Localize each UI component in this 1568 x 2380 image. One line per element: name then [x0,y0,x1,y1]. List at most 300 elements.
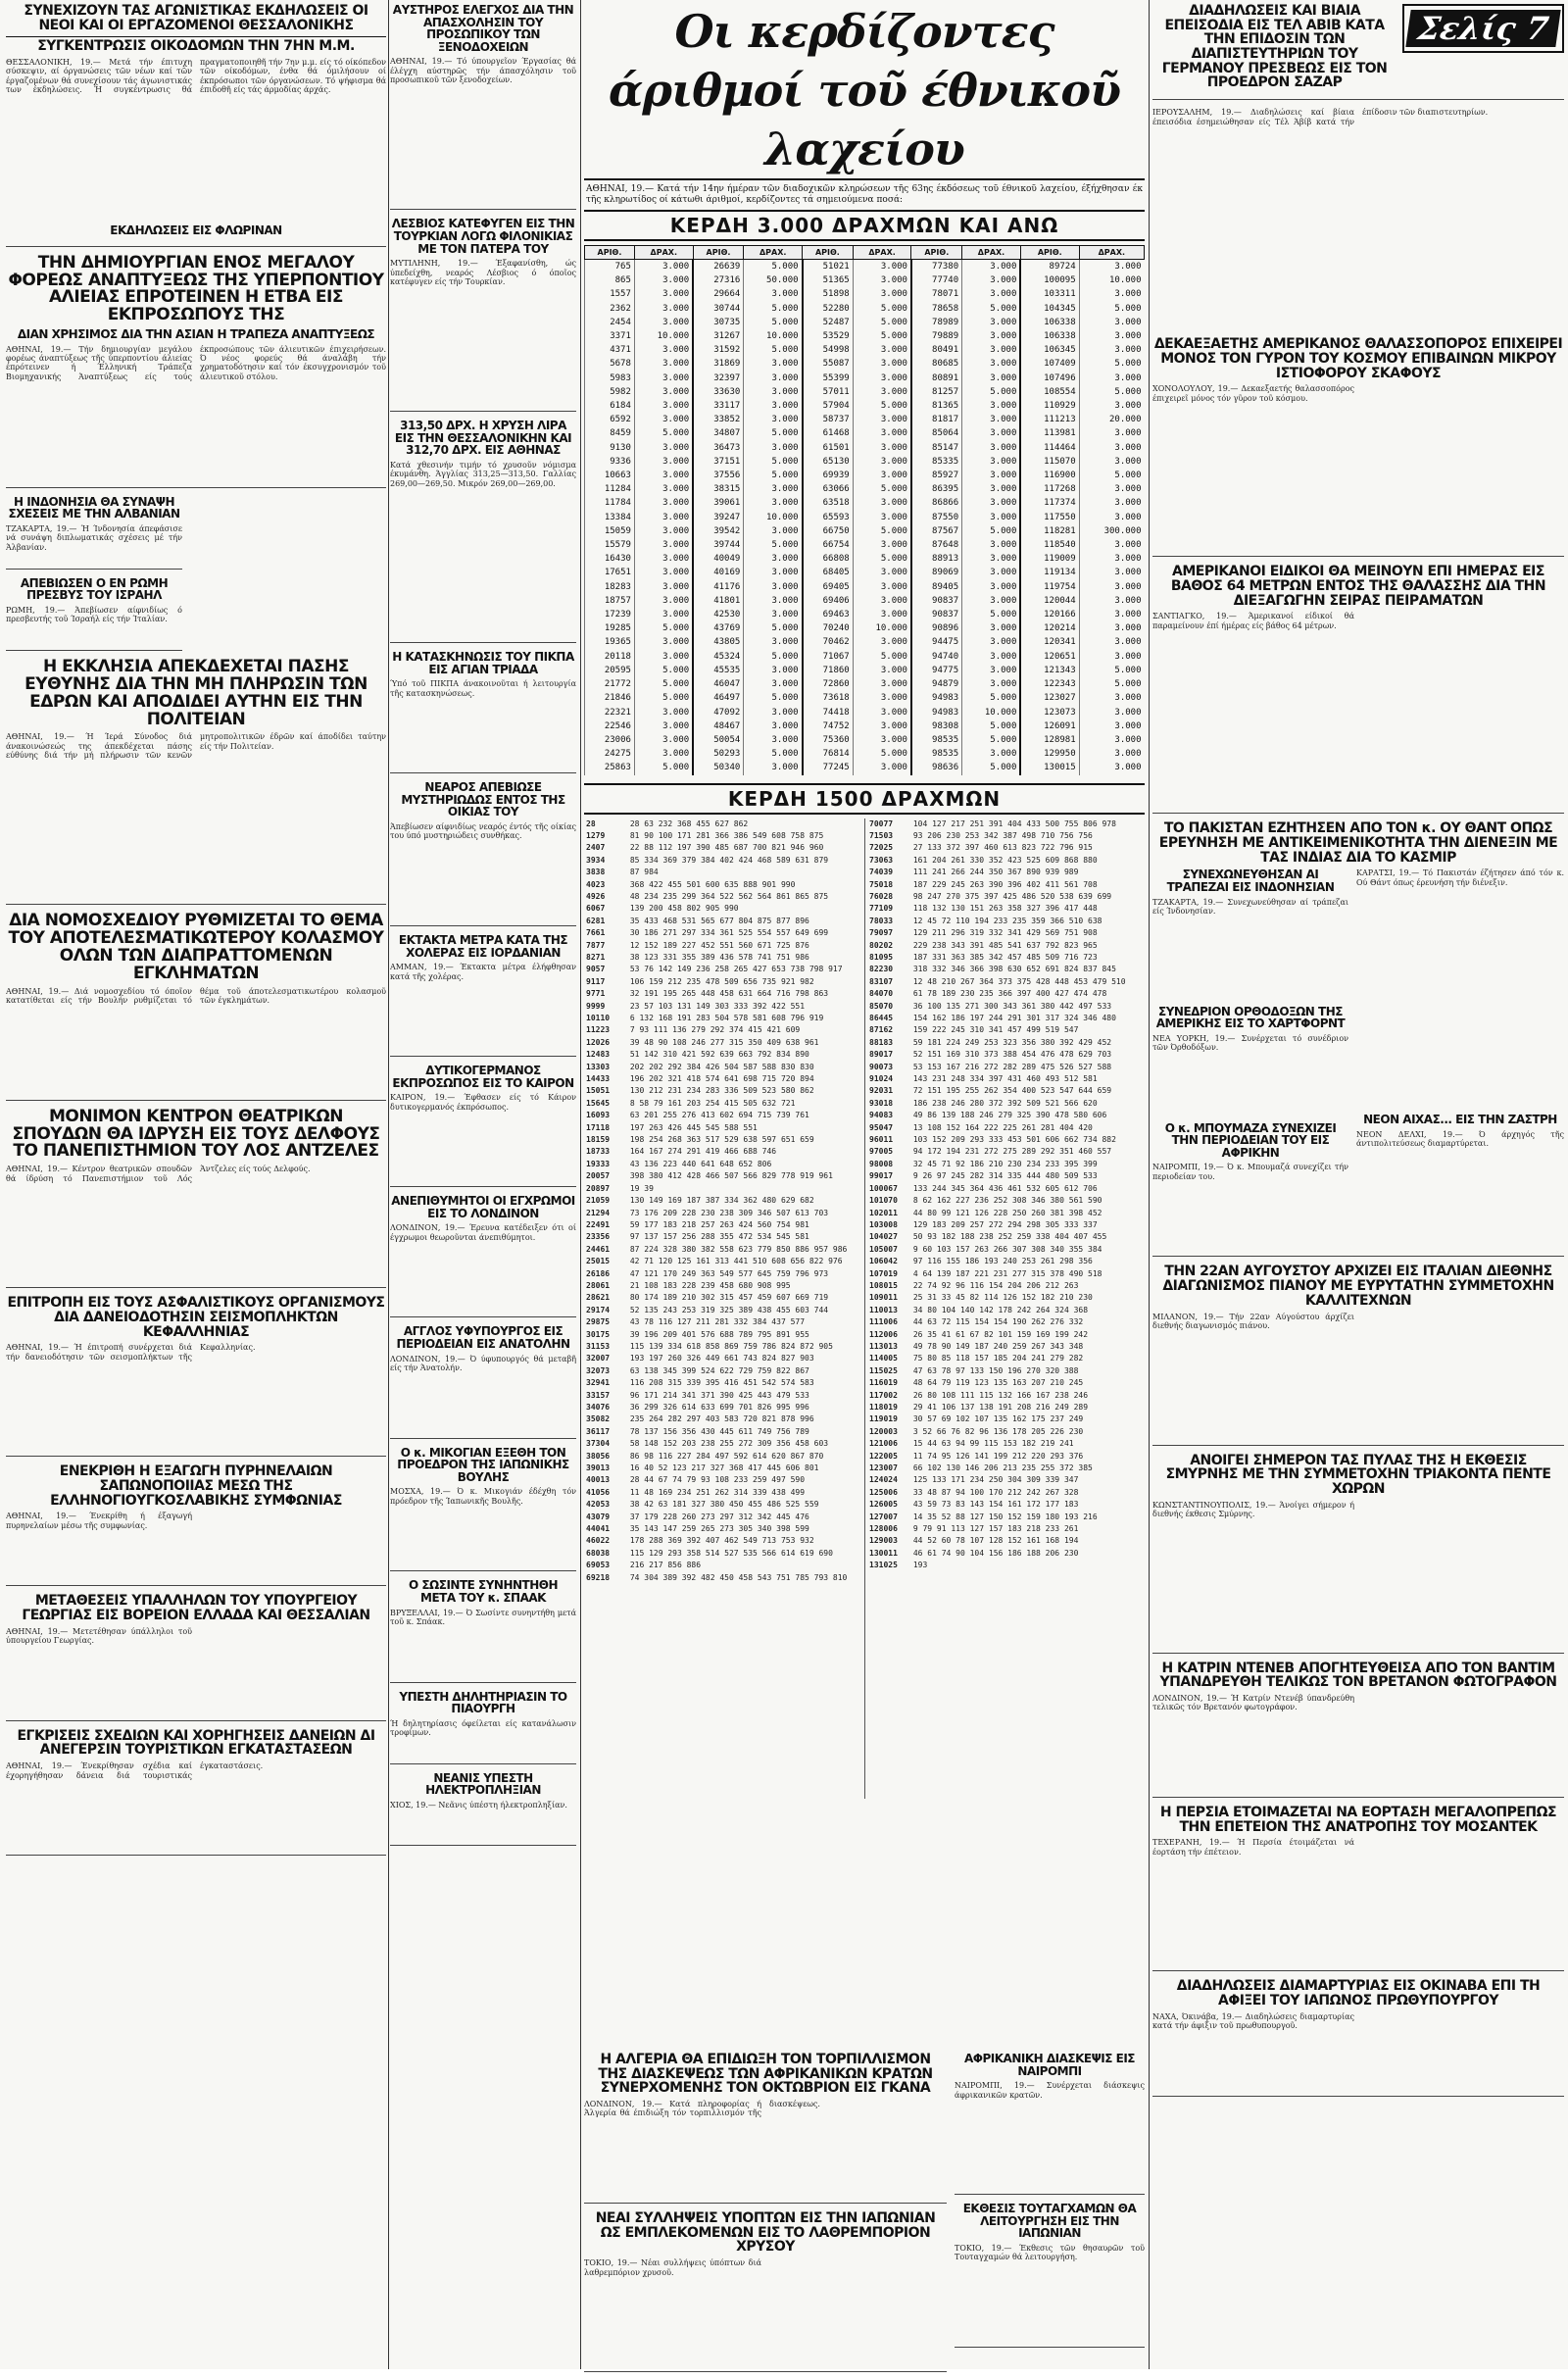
ticket-number: 129950 [1020,747,1079,761]
article-body: ΑΘΗΝΑΙ, 19.— Κέντρον θεατρικῶν σπουδῶν θά ίδρύση τό Πανεπιστήμιον τοῦ Λός Άντζελες είς τούς Δελφούς. [6,1165,311,1183]
prize-amount: 3.000 [744,664,803,677]
ticket-number: 30744 [693,302,744,316]
prize-amount: 5.000 [744,260,803,274]
headline: ΝΕΑΡΟΣ ΑΠΕΒΙΩΣΕ ΜΥΣΤΗΡΙΩΔΩΣ ΕΝΤΟΣ ΤΗΣ ΟΙΚΙΑΣ ΤΟΥ [401,780,565,819]
ticket-number: 52487 [803,316,854,329]
list-item: 129003 44 52 60 78 107 128 152 161 168 194 [869,1535,1143,1547]
ticket-series: 18733 [586,1147,611,1157]
ticket-series: 3934 [586,855,606,865]
ticket-number: 89405 [911,580,962,594]
ticket-number: 58737 [803,413,854,426]
ticket-number: 113981 [1020,426,1079,440]
prize-amount: 3.000 [853,426,911,440]
ticket-number: 36473 [693,441,744,455]
ticket-number: 94879 [911,677,962,691]
prize-amount: 5.000 [962,691,1021,705]
list-item: 31153 115 139 334 618 858 869 759 786 824 872 905 [586,1341,859,1353]
list-item: 9999 23 57 103 131 149 303 333 392 422 551 [586,1001,859,1013]
subheadline: Ο κ. ΜΠΟΥΜΑΖΑ ΣΥΝΕΧΙΖΕΙ ΤΗΝ ΠΕΡΙΟΔΕΙΑΝ ΤΟΥ ΕΙΣ ΑΦΡΙΚΗΝ [1164,1120,1337,1160]
column-rule [1149,0,1150,2369]
list-item: 104027 50 93 182 188 238 252 259 338 404 407 455 [869,1231,1143,1243]
article-piano [1152,1264,1564,1445]
prize-amount: 3.000 [853,469,911,482]
prize-amount: 3.000 [1079,706,1144,719]
table-header-cell: ΑΡΙΘ. [911,246,962,260]
ticket-series: 85070 [869,1001,894,1011]
ticket-series: 98008 [869,1159,894,1168]
table-header-cell: ΔΡΑΧ. [1079,246,1144,260]
ticket-number: 45324 [693,650,744,664]
list-item: 115025 47 63 78 97 133 150 196 270 320 388 [869,1365,1143,1377]
article-body: ΤΖΑΚΑΡΤΑ, 19.— Συνεχωνεύθησαν αί τράπεζαι είς Ίνδονησίαν. [1152,897,1348,916]
ticket-number: 108554 [1020,385,1079,399]
ticket-series: 80202 [869,940,894,950]
ticket-series: 99017 [869,1171,894,1181]
ticket-number: 21772 [585,677,635,691]
ticket-number: 89069 [911,566,962,579]
list-item: 28 28 63 232 368 455 627 862 [586,818,859,830]
ticket-series: 93018 [869,1098,894,1108]
prize-amount: 5.000 [962,524,1021,538]
prize-amount: 3.000 [962,511,1021,524]
ticket-number: 98308 [911,719,962,733]
article-body: ΚΑΡΑΤΣΙ, 19.— Τό Πακιστάν έζήτησεν άπό τόν κ. Ού Θάντ όπως έρευνήση τήν διένεξιν. [1356,868,1564,887]
list-item: 38056 86 98 116 227 284 497 592 614 620 867 870 [586,1451,859,1463]
article-body: ΜΙΛΑΝΟΝ, 19.— Τήν 22αν Αύγούστου άρχίζει διεθνής διαγωνισμός πιάνου. [1152,1312,1354,1330]
prize-amount: 3.000 [744,608,803,621]
table-row [585,273,1145,287]
ticket-series: 9057 [586,965,606,974]
prize-amount: 10.000 [744,329,803,343]
ticket-series: 34076 [586,1403,611,1413]
article-delphi-theatre [6,1106,386,1289]
list-item: 43079 37 179 228 260 273 297 312 342 445 476 [586,1512,859,1523]
ticket-number: 32397 [693,372,744,385]
prize-amount: 20.000 [1079,413,1144,426]
article-underwater [1152,565,1564,814]
prize-amount: 3.000 [962,287,1021,301]
ticket-number: 69406 [803,594,854,608]
ticket-number: 20595 [585,664,635,677]
prize-amount: 3.000 [853,511,911,524]
ticket-series: 21294 [586,1208,611,1217]
ticket-number: 73618 [803,691,854,705]
ticket-number: 65130 [803,455,854,469]
ticket-series: 87162 [869,1025,894,1035]
headline: ΔΙΑ ΝΟΜΟΣΧΕΔΙΟΥ ΡΥΘΜΙΖΕΤΑΙ ΤΟ ΘΕΜΑ ΤΟΥ ΑΠΟΤΕΛΕΣΜΑΤΙΚΩΤΕΡΟΥ ΚΟΛΑΣΜΟΥ ΟΛΩΝ ΤΩΝ ΔΙΑΠΡΑΤΤΟΜΕΝΩΝ ΕΓΚΛΗΜΑΤΩΝ [8,911,384,983]
ticket-number: 119754 [1020,580,1079,594]
prize-amount: 5.000 [1079,469,1144,482]
table-row [585,677,1145,691]
list-item: 77109 118 132 130 151 263 358 327 396 417 448 [869,903,1143,915]
prize-amount: 3.000 [634,524,693,538]
article-body: ΑΜΜΑΝ, 19.— Έκτακτα μέτρα έλήφθησαν κατά τῆς χολέρας. [390,963,576,981]
prize-amount: 3.000 [634,273,693,287]
list-item: 78033 12 45 72 110 194 233 235 359 366 510 638 [869,916,1143,927]
prize-amount: 3.000 [962,482,1021,496]
ticket-number: 24275 [585,747,635,761]
list-item: 72025 27 133 372 397 460 613 823 722 796 915 [869,842,1143,854]
list-item: 94083 49 86 139 188 246 279 325 390 478 580 606 [869,1110,1143,1121]
ticket-series: 17118 [586,1122,611,1132]
ticket-series: 40013 [586,1475,611,1485]
ticket-number: 61501 [803,441,854,455]
list-item: 116019 48 64 79 119 123 135 163 207 210 245 [869,1377,1143,1389]
headline: ΑΝΕΠΙΘΥΜΗΤΟΙ ΟΙ ΕΓΧΡΩΜΟΙ ΕΙΣ ΤΟ ΛΟΝΔΙΝΟΝ [391,1194,575,1220]
prize-amount: 3.000 [1079,635,1144,649]
ticket-number: 18283 [585,580,635,594]
prize-amount: 3.000 [744,385,803,399]
list-item: 22491 59 177 183 218 257 263 424 560 754 981 [586,1219,859,1231]
ticket-series: 117002 [869,1390,898,1400]
ticket-number: 50293 [693,747,744,761]
ticket-number: 33852 [693,413,744,426]
list-item: 25015 42 71 120 125 161 313 441 510 608 656 822 976 [586,1256,859,1267]
ticket-number: 66750 [803,524,854,538]
ticket-number: 11784 [585,496,635,510]
ticket-series: 20897 [586,1183,611,1193]
prize-amount: 3.000 [853,273,911,287]
ticket-number: 10663 [585,469,635,482]
ticket-series: 122005 [869,1451,898,1461]
ticket-series: 89017 [869,1050,894,1060]
prize-amount: 3.000 [853,496,911,510]
ticket-number: 54998 [803,343,854,357]
table-row [585,426,1145,440]
prize-amount: 3.000 [634,469,693,482]
prize-amount: 3.000 [853,287,911,301]
ticket-number: 52280 [803,302,854,316]
headline: Η ΚΑΤΡΙΝ ΝΤΕΝΕΒ ΑΠΟΓΗΤΕΥΘΕΙΣΑ ΑΠΟ ΤΟΝ ΒΑΝΤΙΜ ΥΠΑΝΔΡΕΥΘΗ ΤΕΛΙΚΩΣ ΤΟΝ ΒΡΕΤΑΝΟΝ ΦΩΤΟΓΡΑΦΟΝ [1159,1660,1557,1691]
ticket-number: 6592 [585,413,635,426]
article-body: ΝΑΙΡΟΜΠΙ, 19.— Συνέρχεται διάσκεψις άφρικανικῶν κρατῶν. [955,2081,1145,2100]
table-row [585,260,1145,274]
ticket-number: 103311 [1020,287,1079,301]
list-item: 105007 9 60 103 157 263 266 307 308 340 355 384 [869,1244,1143,1256]
table-row [585,413,1145,426]
headline: ΑΜΕΡΙΚΑΝΟΙ ΕΙΔΙΚΟΙ ΘΑ ΜΕΙΝΟΥΝ ΕΠΙ ΗΜΕΡΑΣ ΕΙΣ ΒΑΘΟΣ 64 ΜΕΤΡΩΝ ΕΝΤΟΣ ΤΗΣ ΘΑΛΑΣΣΗΣ ΔΙΑ ΤΗΝ ΔΙΕΞΑΓΩΓΗΝ ΣΕΙΡΑΣ ΠΕΙΡΑΜΑΤΩΝ [1170,564,1546,609]
headline: ΔΕΚΑΕΞΑΕΤΗΣ ΑΜΕΡΙΚΑΝΟΣ ΘΑΛΑΣΣΟΠΟΡΟΣ ΕΠΙΧΕΙΡΕΙ ΜΟΝΟΣ ΤΟΝ ΓΥΡΟΝ ΤΟΥ ΚΟΣΜΟΥ ΕΠΙΒΑΙΝΩΝ ΜΙΚΡΟΥ ΙΣΤΙΟΦΟΡΟΥ ΣΚΑΦΟΥΣ [1153,336,1563,381]
article-body: ΚΑΙΡΟΝ, 19.— Έφθασεν είς τό Κάιρον δυτικογερμανός έκπρόσωπος. [390,1093,576,1112]
ticket-number: 57904 [803,399,854,413]
list-item: 18159 198 254 268 363 517 529 638 597 651 659 [586,1134,859,1146]
prize-amount: 3.000 [634,635,693,649]
list-item: 12483 51 142 310 421 592 639 663 792 834 890 [586,1049,859,1061]
article-body: ΑΘΗΝΑΙ, 19.— Ή Ίερά Σύνοδος διά άνακοινώσεώς της άπεκδέχεται πάσης εύθύνης διά τήν μή πλήρωσιν τῶν κενῶν μητροπολιτικῶν έδρῶν καί άποδίδει ταύτην είς τήν Πολιτείαν. [6,732,386,761]
article-deneuve [1152,1661,1564,1798]
ticket-series: 114005 [869,1354,898,1364]
ticket-number: 114464 [1020,441,1079,455]
list-item: 126005 43 59 73 83 143 154 161 172 177 183 [869,1499,1143,1511]
list-item: 69218 74 304 389 392 482 450 458 543 751 785 793 810 [586,1572,859,1584]
table-row [585,608,1145,621]
ticket-series: 95047 [869,1122,894,1132]
article-pakistan [1152,821,1564,1257]
headline: ΕΓΚΡΙΣΕΙΣ ΣΧΕΔΙΩΝ ΚΑΙ ΧΟΡΗΓΗΣΕΙΣ ΔΑΝΕΙΩΝ ΔΙ ΑΝΕΓΕΡΣΙΝ ΤΟΥΡΙΣΤΙΚΩΝ ΕΓΚΑΤΑΣΤΑΣΕΩΝ [17,1727,375,1759]
ticket-number: 110929 [1020,399,1079,413]
ticket-number: 39061 [693,496,744,510]
article-body: ΤΟΚΙΟ, 19.— Νέαι συλλήψεις ύπόπτων διά λαθρεμπόριον χρυσοῦ. [584,2258,761,2277]
ticket-series: 46022 [586,1536,611,1546]
headline: ΜΟΝΙΜΟΝ ΚΕΝΤΡΟΝ ΘΕΑΤΡΙΚΩΝ ΣΠΟΥΔΩΝ ΘΑ ΙΔΡΥΣΗ ΕΙΣ ΤΟΥΣ ΔΕΛΦΟΥΣ ΤΟ ΠΑΝΕΠΙΣΤΗΜΙΟΝ ΤΟΥ ΛΟΣ ΑΝΤΖΕΛΕΣ [12,1106,380,1162]
prize-amount: 3.000 [962,455,1021,469]
ticket-series: 94083 [869,1111,894,1120]
prize-amount: 3.000 [853,608,911,621]
headline: 313,50 ΔΡΧ. Η ΧΡΥΣΗ ΛΙΡΑ ΕΙΣ ΤΗΝ ΘΕΣΣΑΛΟΝΙΚΗΝ ΚΑΙ 312,70 ΔΡΧ. ΕΙΣ ΑΘΗΝΑΣ [394,419,572,458]
article-body: ΤΟΚΙΟ, 19.— Έκθεσις τῶν θησαυρῶν τοῦ Τουταγχαμών θά λειτουργήση. [955,2243,1145,2262]
ticket-number: 120044 [1020,594,1079,608]
list-item: 9771 32 191 195 265 448 458 631 664 716 798 863 [586,988,859,1000]
ticket-number: 5678 [585,357,635,371]
column-left [6,0,386,2369]
ticket-number: 51021 [803,260,854,274]
ticket-series: 1279 [586,830,606,840]
ticket-number: 43769 [693,621,744,635]
table-row [585,621,1145,635]
ticket-series: 24461 [586,1244,611,1254]
ticket-number: 69463 [803,608,854,621]
headline: ΝΕΑΙ ΣΥΛΛΗΨΕΙΣ ΥΠΟΠΤΩΝ ΕΙΣ ΤΗΝ ΙΑΠΩΝΙΑΝ ΩΣ ΕΜΠΛΕΚΟΜΕΝΩΝ ΕΙΣ ΤΟ ΛΑΘΡΕΜΠΟΡΙΟΝ ΧΡΥΣΟΥ [595,2210,936,2256]
ticket-number: 34807 [693,426,744,440]
prize-amount: 3.000 [744,413,803,426]
list-item: 71503 93 206 230 253 342 387 498 710 756 756 [869,830,1143,842]
list-item: 17118 197 263 426 445 545 588 551 [586,1122,859,1134]
table-row [585,316,1145,329]
ticket-series: 33157 [586,1390,611,1400]
ticket-number: 4371 [585,343,635,357]
article-etba [6,252,386,488]
article-cairo [390,1065,576,1187]
ticket-series: 76028 [869,891,894,901]
ticket-number: 22321 [585,706,635,719]
prize-amount: 3.000 [744,524,803,538]
list-item: 15051 130 212 231 234 283 336 509 523 580 862 [586,1085,859,1097]
ticket-number: 13384 [585,511,635,524]
list-item: 73063 161 204 261 330 352 423 525 609 868 880 [869,855,1143,867]
list-item: 15645 8 58 79 161 203 254 415 505 632 721 [586,1098,859,1110]
headline: ΕΚΘΕΣΙΣ ΤΟΥΤΑΓΧΑΜΩΝ ΘΑ ΛΕΙΤΟΥΡΓΗΣΗ ΕΙΣ ΤΗΝ ΙΑΠΩΝΙΑΝ [962,2202,1137,2241]
prize-amount: 5.000 [962,608,1021,621]
page-number: Σελίς 7 [1405,10,1560,47]
headline: Η ΙΝΔΟΝΗΣΙΑ ΘΑ ΣΥΝΑΨΗ ΣΧΕΣΕΙΣ ΜΕ ΤΗΝ ΑΛΒΑΝΙΑΝ [8,494,180,521]
table-row [585,524,1145,538]
ticket-number: 87648 [911,538,962,552]
ticket-number: 65593 [803,511,854,524]
prize-amount: 3.000 [1079,747,1144,761]
ticket-series: 96011 [869,1135,894,1145]
list-item: 86445 154 162 186 197 244 291 301 317 324 346 480 [869,1013,1143,1024]
ticket-number: 104345 [1020,302,1079,316]
list-item: 79097 129 211 296 319 332 341 429 569 751 908 [869,927,1143,939]
article-body: ΑΘΗΝΑΙ, 19.— Ένεκρίθησαν σχέδια καί έχορηγήθησαν δάνεια διά τουριστικάς έγκαταστάσεις. [6,1761,264,1780]
prize-3000-table [584,245,1145,775]
list-item: 32073 63 138 345 399 524 622 729 759 822 867 [586,1365,859,1377]
prize-amount: 3.000 [853,413,911,426]
ticket-number: 40049 [693,552,744,566]
article-body: ΑΘΗΝΑΙ, 19.— Τήν δημιουργίαν μεγάλου φορέως άναπτύξεως τῆς ύπερποντίου άλιείας έπρότεινεν ή Έλληνική Τράπεζα Βιομηχανικής Άναπτύξεως είς τούς έκπροσώπους τῶν άλιευτικῶν έπιχειρήσεων. Ό νέος φορεύς θά άναλάβη τήν χρηματοδότησιν καί τόν έκσυγχρονισμόν τοῦ άλιευτικοῦ στόλου. [6,344,386,381]
list-item: 39013 16 40 52 123 217 327 368 417 445 606 801 [586,1463,859,1474]
ticket-number: 90837 [911,594,962,608]
list-item: 108015 22 74 92 96 116 154 204 206 212 263 [869,1280,1143,1292]
ticket-number: 85064 [911,426,962,440]
headline: Ο ΣΩΣΙΝΤΕ ΣΥΝΗΝΤΗΘΗ ΜΕΤΑ ΤΟΥ κ. ΣΠΑΑΚ [408,1578,559,1606]
table-row [585,385,1145,399]
prize-amount: 5.000 [744,650,803,664]
table-header-cell: ΑΡΙΘ. [693,246,744,260]
ticket-number: 81817 [911,413,962,426]
prize-amount: 5.000 [744,316,803,329]
headline: ΜΕΤΑΘΕΣΕΙΣ ΥΠΑΛΛΗΛΩΝ ΤΟΥ ΥΠΟΥΡΓΕΙΟΥ ΓΕΩΡΓΙΑΣ ΕΙΣ ΒΟΡΕΙΟΝ ΕΛΛΑΔΑ ΚΑΙ ΘΕΣΣΑΛΙΑΝ [22,1593,370,1624]
ticket-series: 28 [586,818,596,828]
list-item: 82230 318 332 346 366 398 630 652 691 824 837 845 [869,964,1143,975]
ticket-number: 122343 [1020,677,1079,691]
ticket-number: 89724 [1020,260,1079,274]
prize-amount: 3.000 [634,496,693,510]
list-item: 11223 7 93 111 136 279 292 374 415 421 609 [586,1024,859,1036]
prize-amount: 3.000 [962,260,1021,274]
prize-amount: 3.000 [1079,538,1144,552]
article-body: ΑΘΗΝΑΙ, 19.— Τό ύπουργεῖον Έργασίας θά έλέγχη αύστηρῶς τήν άπασχόλησιν τοῦ προσωπικοῦ τῶν ξενοδοχείων. [390,57,576,85]
ticket-series: 13303 [586,1062,611,1071]
article-tel-aviv [1152,4,1564,100]
list-item: 9117 106 159 212 235 478 509 656 735 921 982 [586,976,859,988]
prize-amount: 5.000 [853,650,911,664]
list-item: 83107 12 48 210 267 364 373 375 428 448 453 479 510 [869,976,1143,988]
ticket-number: 57011 [803,385,854,399]
list-item: 28061 21 108 183 228 239 458 680 908 995 [586,1280,859,1292]
ticket-series: 127007 [869,1512,898,1521]
ticket-number: 9130 [585,441,635,455]
ticket-number: 88913 [911,552,962,566]
ticket-series: 119019 [869,1414,898,1424]
prize-amount: 3.000 [962,538,1021,552]
prize-amount: 3.000 [853,455,911,469]
ticket-number: 17239 [585,608,635,621]
list-item: 19333 43 136 223 440 641 648 652 806 [586,1159,859,1170]
table-row [585,635,1145,649]
article-body: ΧΙΟΣ, 19.— Νεᾶνις ύπέστη ήλεκτροπληξίαν. [390,1801,567,1810]
ticket-number: 71067 [803,650,854,664]
ticket-series: 68038 [586,1548,611,1558]
ticket-number: 85927 [911,469,962,482]
subheadline: ΣΥΓΚΕΝΤΡΩΣΙΣ ΟΙΚΟΔΟΜΩΝ ΤΗΝ 7ΗΝ Μ.Μ. [6,36,386,54]
prize-3000-title: ΚΕΡΔΗ 3.000 ΔΡΑΧΜΩΝ ΚΑΙ ΑΝΩ [584,210,1145,241]
ticket-series: 10110 [586,1014,611,1023]
prize-amount: 3.000 [634,455,693,469]
prize-amount: 3.000 [744,733,803,747]
ticket-series: 30175 [586,1329,611,1339]
list-item: 70077 104 127 217 251 391 404 433 500 755 806 978 [869,818,1143,830]
article-persia [1152,1806,1564,1971]
article-japan-gold [584,2211,947,2372]
prize-amount: 3.000 [962,413,1021,426]
prize-amount: 3.000 [853,385,911,399]
ticket-number: 71860 [803,664,854,677]
article-transfers [6,1594,386,1720]
prize-amount: 3.000 [962,635,1021,649]
ticket-series: 111006 [869,1317,898,1327]
ticket-number: 9336 [585,455,635,469]
article-body: ΜΟΣΧΑ, 19.— Ό κ. Μικογιάν έδέχθη τόν πρόεδρον τῆς Ίαπωνικῆς Βουλῆς. [390,1487,576,1506]
ticket-number: 39247 [693,511,744,524]
headline: ΕΝΕΚΡΙΘΗ Η ΕΞΑΓΩΓΗ ΠΥΡΗΝΕΛΑΙΩΝ ΣΑΠΩΝΟΠΟΙΙΑΣ ΜΕΣΩ ΤΗΣ ΕΛΛΗΝΟΓΙΟΥΓΚΟΣΛΑΒΙΚΗΣ ΣΥΜΦΩΝΙΑΣ [50,1463,342,1509]
prize-amount: 3.000 [853,706,911,719]
prize-amount: 3.000 [744,761,803,774]
article-body: ΑΘΗΝΑΙ, 19.— Μετετέθησαν ύπάλληλοι τοῦ ύπουργείου Γεωργίας. [6,1626,192,1646]
list-item: 20057 398 380 412 428 466 507 566 829 778 919 961 [586,1170,859,1182]
article-algeria [584,2053,947,2204]
prize-amount: 3.000 [634,357,693,371]
headline: ΛΕΣΒΙΟΣ ΚΑΤΕΦΥΓΕΝ ΕΙΣ ΤΗΝ ΤΟΥΡΚΙΑΝ ΛΟΓΩ ΦΙΛΟΝΙΚΙΑΣ ΜΕ ΤΟΝ ΠΑΤΕΡΑ ΤΟΥ [391,217,575,256]
list-item: 21059 130 149 169 187 387 334 362 480 629 682 [586,1195,859,1207]
list-item: 34076 36 299 326 614 633 699 701 826 995 996 [586,1402,859,1413]
ticket-number: 119009 [1020,552,1079,566]
ticket-series: 9117 [586,976,606,986]
prize-amount: 3.000 [1079,496,1144,510]
list-item: 102011 44 80 99 121 126 228 250 260 381 398 452 [869,1208,1143,1219]
list-item: 18733 164 167 274 291 419 466 688 746 [586,1146,859,1158]
ticket-series: 73063 [869,855,894,865]
ticket-number: 45535 [693,664,744,677]
list-item: 96011 103 152 209 293 333 453 501 606 662 734 882 [869,1134,1143,1146]
prize-amount: 3.000 [634,650,693,664]
headline: ΝΕΑΝΙΣ ΥΠΕΣΤΗ ΗΛΕΚΤΡΟΠΛΗΞΙΑΝ [425,1770,541,1798]
headline: ΑΓΓΛΟΣ ΥΦΥΠΟΥΡΓΟΣ ΕΙΣ ΠΕΡΙΟΔΕΙΑΝ ΕΙΣ ΑΝΑΤΟΛΗΝ [396,1324,570,1352]
prize-amount: 3.000 [962,566,1021,579]
prize-amount: 5.000 [853,316,911,329]
ticket-number: 63518 [803,496,854,510]
list-item: 21294 73 176 209 228 230 238 309 346 507 613 703 [586,1208,859,1219]
prize-amount: 3.000 [853,691,911,705]
article-spaak [390,1579,576,1682]
ticket-number: 69405 [803,580,854,594]
article-israel-ambassador [6,577,182,651]
list-item: 13303 202 202 292 384 426 504 587 588 830 830 [586,1062,859,1073]
ticket-series: 115025 [869,1365,898,1375]
list-item: 130011 46 61 74 90 104 156 186 188 206 230 [869,1548,1143,1560]
ticket-number: 78989 [911,316,962,329]
list-item: 32941 116 208 315 339 395 416 451 542 574 583 [586,1377,859,1389]
prize-amount: 3.000 [962,747,1021,761]
headline: ΑΝΟΙΓΕΙ ΣΗΜΕΡΟΝ ΤΑΣ ΠΥΛΑΣ ΤΗΣ Η ΕΚΘΕΣΙΣ ΣΜΥΡΝΗΣ ΜΕ ΤΗΝ ΣΥΜΜΕΤΟΧΗΝ ΤΡΙΑΚΟΝΤΑ ΠΕΝΤΕ ΧΩΡΩΝ [1165,1452,1551,1497]
ticket-series: 6067 [586,904,606,914]
list-item: 90073 53 153 167 216 272 282 289 475 526 527 588 [869,1062,1143,1073]
prize-amount: 3.000 [962,496,1021,510]
ticket-number: 26639 [693,260,744,274]
list-item: 29875 43 78 116 127 211 281 332 384 437 577 [586,1316,859,1328]
prize-amount: 3.000 [962,664,1021,677]
list-item: 127007 14 35 52 88 127 150 152 159 180 193 216 [869,1512,1143,1523]
list-item: 113013 49 78 90 149 187 240 259 267 343 348 [869,1341,1143,1353]
ticket-number: 41176 [693,580,744,594]
table-header-cell: ΔΡΑΧ. [853,246,911,260]
list-item: 1279 81 90 100 171 281 366 386 549 608 758 875 [586,830,859,842]
table-header-cell: ΑΡΙΘ. [803,246,854,260]
ticket-series: 6281 [586,916,606,925]
table-header-cell: ΔΡΑΧ. [962,246,1021,260]
prize-amount: 3.000 [634,482,693,496]
prize-amount: 3.000 [1079,594,1144,608]
ticket-series: 37304 [586,1439,611,1449]
prize-amount: 3.000 [634,372,693,385]
table-body [585,260,1145,775]
prize-amount: 5.000 [962,719,1021,733]
prize-amount: 3.000 [853,566,911,579]
ticket-series: 38056 [586,1451,611,1461]
ticket-number: 2454 [585,316,635,329]
ticket-number: 86866 [911,496,962,510]
ticket-series: 32073 [586,1365,611,1375]
